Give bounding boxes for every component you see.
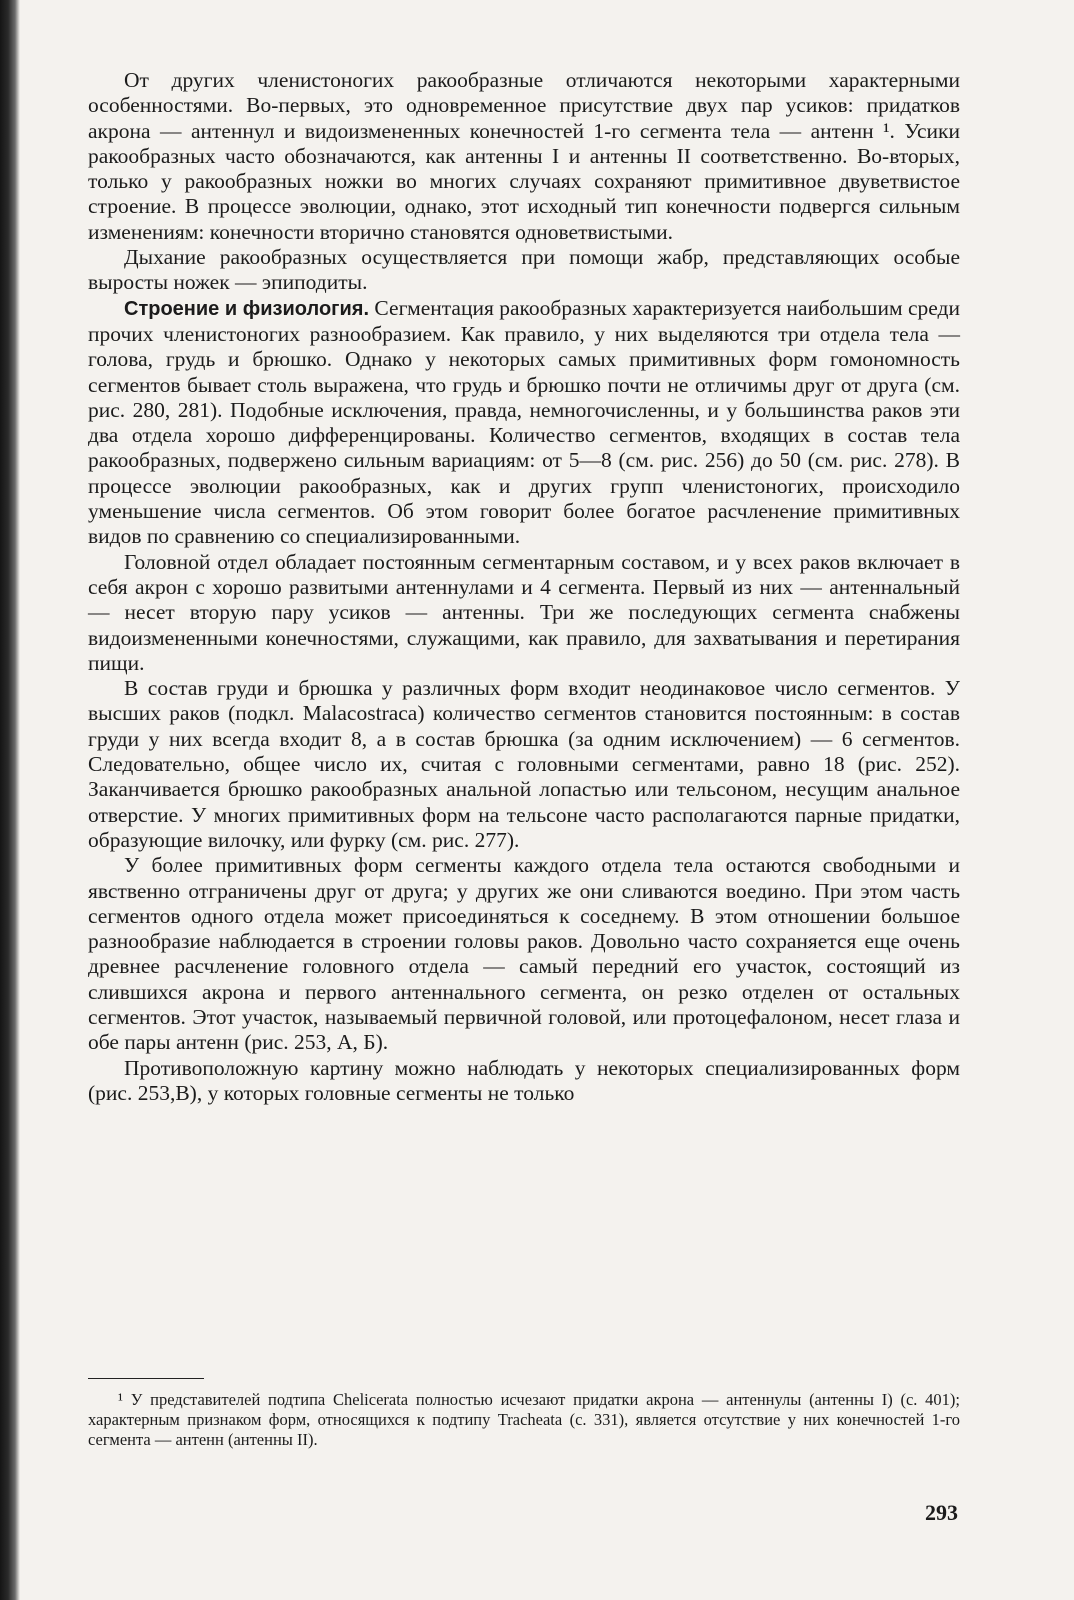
page-binding-shadow <box>0 0 20 1600</box>
paragraph <box>88 245 960 296</box>
paragraph-text: Противоположную картину можно наблюдать у некоторых специализированных форм (рис. 253,В), у которых головные сегменты не только <box>88 1055 960 1105</box>
paragraph <box>88 296 960 550</box>
footnote: ¹ У представителей подтипа Chelicerata полностью исчезают придатки акрона — антеннулы (антенны I) (с. 401); характерным признаком форм, относящихся к подтипу Tracheata (с. 331), является отсутствие у них конечностей 1-го сегмента — антенн (антенны II). <box>88 1390 960 1449</box>
paragraph-text: Дыхание ракообразных осуществляется при помощи жабр, представляющих особые выросты ножек — эпиподиты. <box>88 245 960 295</box>
paragraph <box>88 853 960 1055</box>
section-run-in-heading: Строение и физиология. <box>124 297 370 320</box>
paragraph <box>88 676 960 853</box>
paragraph-text: У более примитивных форм сегменты каждого отдела тела остаются свободными и явственно отграничены друг от друга; у других же они сливаются воедино. При этом часть сегментов одного отдела может присоединяться к соседнему. В этом отношении большое разнообразие наблюдается в строении головы раков. Довольно часто сохраняется еще очень древнее расчленение головного отдела — самый передний его участок, состоящий из слившихся акрона и первого антеннального сегмента, он резко отделен от остальных сегментов. Этот участок, называемый первичной головой, или протоцефалоном, несет глаза и обе пары антенн (рис. 253, А, Б). <box>88 853 960 1055</box>
paragraph-text: От других членистоногих ракообразные отличаются некоторыми характерными особенностями. Во-первых, это одновременное присутствие двух пар усиков: придатков акрона — антеннул и видоизмененных конечностей 1-го сегмента тела — антенн ¹. Усики ракообразных часто обозначаются, как антенны I и антенны II соответственно. Во-вторых, только у ракообразных ножки во многих случаях сохраняют примитивное двуветвистое строение. В процессе эволюции, однако, этот исходный тип конечности подвергся сильным изменениям: конечности вторично становятся одноветвистыми. <box>88 68 960 244</box>
paragraph-text: Сегментация ракообразных характеризуется наибольшим среди прочих членистоногих разнообразием. Как правило, у них выделяются три отдела тела — голова, грудь и брюшко. Однако у некоторых самых примитивных форм гомономность сегментов бывает столь выражена, что грудь и брюшко почти не отличимы друг от друга (см. рис. 280, 281). Подобные исключения, правда, немногочисленны, и у большинства раков эти два отдела хорошо дифференцированы. Количество сегментов, входящих в состав тела ракообразных, подвержено сильным вариациям: от 5—8 (см. рис. 256) до 50 (см. рис. 278). В процессе эволюции ракообразных, как и других групп членистоногих, происходило уменьшение числа сегментов. Об этом говорит более богатое расчленение примитивных видов по сравнению со специализированными. <box>88 295 960 549</box>
footnote-separator <box>88 1378 204 1379</box>
paragraph-text: В состав груди и брюшка у различных форм входит неодинаковое число сегментов. У высших раков (подкл. Malacostraca) количество сегментов становится постоянным: в состав груди у них всегда входит 8, а в состав брюшка (за одним исключением) — 6 сегментов. Следовательно, общее число их, считая с головными сегментами, равно 18 (рис. 252). Заканчивается брюшко ракообразных анальной лопастью или тельсоном, несущим анальное отверстие. У многих примитивных форм на тельсоне часто располагаются парные придатки, образующие вилочку, или фурку (см. рис. 277). <box>88 676 960 852</box>
page-number: 293 <box>925 1500 958 1525</box>
paragraph <box>88 550 960 676</box>
paragraph-text: Головной отдел обладает постоянным сегментарным составом, и у всех раков включает в себя акрон с хорошо развитыми антеннулами и 4 сегмента. Первый из них — антеннальный — несет вторую пару усиков — антенны. Три же последующих сегмента снабжены видоизмененными конечностями, служащими, как правило, для захватывания и перетирания пищи. <box>88 549 960 675</box>
paragraph <box>88 1056 960 1107</box>
page-body <box>88 68 960 1106</box>
paragraph <box>88 68 960 245</box>
